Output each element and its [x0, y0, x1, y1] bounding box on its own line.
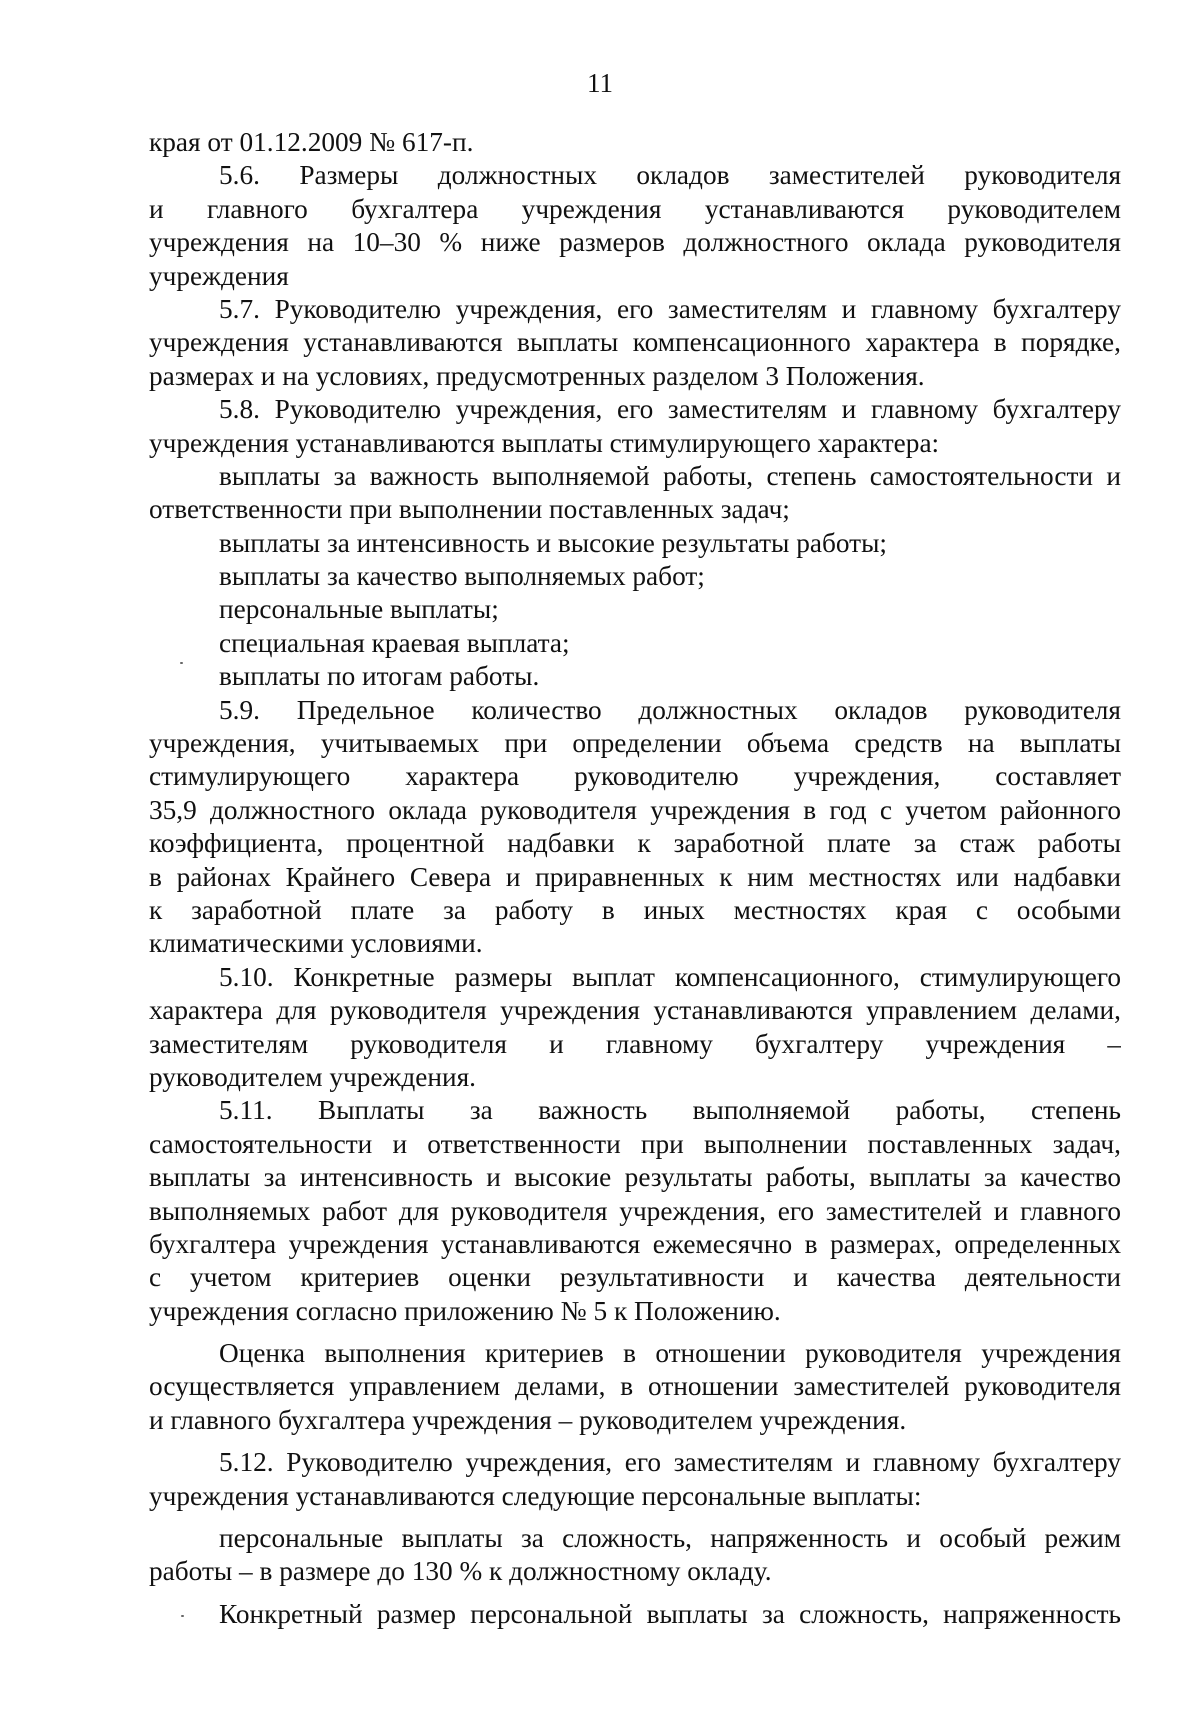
text-line: 5.8. Руководителю учреждения, его заместителям и главному бухгалтеру — [219, 394, 1121, 425]
text-line: самостоятельности и ответственности при выполнении поставленных задач, — [149, 1128, 1121, 1159]
text-line: коэффициента, процентной надбавки к заработной плате за стаж работы — [149, 828, 1121, 859]
text-line: размерах и на условиях, предусмотренных разделом 3 Положения. — [149, 360, 925, 391]
document-body — [149, 126, 1121, 1631]
text-line: характера для руководителя учреждения устанавливаются управлением делами, — [149, 995, 1121, 1026]
text-line: 35,9 должностного оклада руководителя учреждения в год с учетом районного — [149, 794, 1121, 825]
text-line: учреждения устанавливаются выплаты стимулирующего характера: — [149, 427, 940, 458]
text-line: климатическими условиями. — [149, 928, 483, 959]
text-line: руководителем учреждения. — [149, 1061, 477, 1092]
text-line: в районах Крайнего Севера и приравненных к ним местностях или надбавки — [149, 861, 1121, 892]
text-line: учреждения на 10–30 % ниже размеров должностного оклада руководителя — [149, 227, 1121, 258]
text-line: выплаты за интенсивность и высокие результаты работы, выплаты за качество — [149, 1162, 1121, 1193]
text-line: 5.9. Предельное количество должностных окладов руководителя — [219, 694, 1121, 725]
text-line: 5.12. Руководителю учреждения, его заместителям и главному бухгалтеру — [219, 1447, 1121, 1478]
text-line: заместителям руководителя и главному бухгалтеру учреждения – — [149, 1028, 1121, 1059]
text-line: выплаты за качество выполняемых работ; — [219, 561, 705, 592]
text-line: стимулирующего характера руководителю учреждения, составляет — [149, 761, 1121, 792]
scan-speck — [180, 662, 183, 664]
page-number: 11 — [587, 68, 613, 98]
text-line: 5.7. Руководителю учреждения, его заместителям и главному бухгалтеру — [219, 293, 1121, 324]
text-line: учреждения, учитываемых при определении объема средств на выплаты — [149, 728, 1121, 759]
text-line: учреждения устанавливаются выплаты компенсационного характера в порядке, — [149, 327, 1121, 358]
text-line: выплаты по итогам работы. — [219, 661, 540, 692]
text-line: ответственности при выполнении поставленных задач; — [149, 494, 790, 525]
text-line: и главного бухгалтера учреждения – руководителем учреждения. — [149, 1404, 907, 1435]
text-line: с учетом критериев оценки результативности и качества деятельности — [149, 1262, 1121, 1293]
text-line: бухгалтера учреждения устанавливаются ежемесячно в размерах, определенных — [149, 1228, 1121, 1259]
text-line: к заработной плате за работу в иных местностях края с особыми — [149, 894, 1121, 925]
text-line: работы – в размере до 130 % к должностному окладу. — [149, 1556, 772, 1587]
text-line: учреждения устанавливаются следующие персональные выплаты: — [149, 1480, 922, 1511]
text-line: выполняемых работ для руководителя учреждения, его заместителей и главного — [149, 1195, 1121, 1226]
text-line: выплаты за интенсивность и высокие результаты работы; — [219, 527, 888, 558]
text-line: учреждения согласно приложению № 5 к Положению. — [149, 1295, 781, 1326]
text-line: края от 01.12.2009 № 617-п. — [149, 127, 474, 157]
text-line: Оценка выполнения критериев в отношении руководителя учреждения — [219, 1338, 1121, 1369]
text-line: осуществляется управлением делами, в отношении заместителей руководителя — [149, 1371, 1121, 1402]
scan-speck — [181, 1615, 184, 1617]
text-line: Конкретный размер персональной выплаты за сложность, напряженность — [219, 1598, 1121, 1629]
text-line: выплаты за важность выполняемой работы, степень самостоятельности и — [219, 460, 1121, 491]
text-line: специальная краевая выплата; — [219, 627, 570, 658]
text-line: 5.6. Размеры должностных окладов заместителей руководителя — [219, 160, 1121, 191]
text-line: учреждения — [149, 260, 289, 291]
text-line: персональные выплаты за сложность, напряженность и особый режим — [219, 1523, 1121, 1554]
text-line: 5.10. Конкретные размеры выплат компенсационного, стимулирующего — [219, 961, 1121, 992]
text-line: персональные выплаты; — [219, 594, 499, 625]
text-line: и главного бухгалтера учреждения устанавливаются руководителем — [149, 193, 1121, 224]
text-line: 5.11. Выплаты за важность выполняемой работы, степень — [219, 1095, 1121, 1126]
